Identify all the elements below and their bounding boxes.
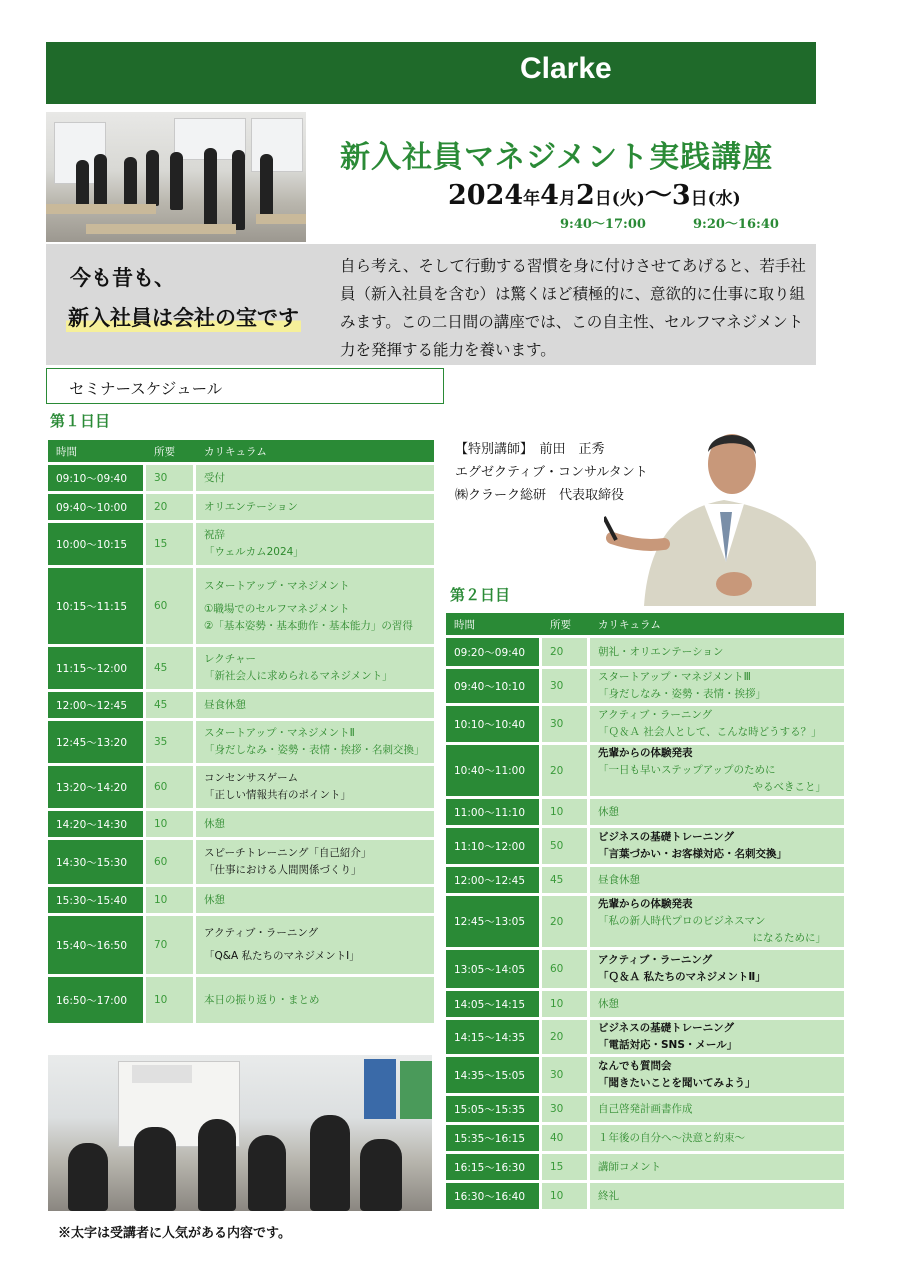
session-time: 15:05～15:35 — [446, 1096, 542, 1122]
table-row — [48, 840, 434, 884]
col-header-curriculum: カリキュラム — [590, 613, 844, 635]
curriculum-line: 「仕事における人間関係づくり」 — [204, 864, 362, 876]
session-curriculum — [196, 721, 434, 763]
session-curriculum — [590, 867, 844, 893]
curriculum-line: 「電話対応・SNS・メール」 — [598, 1039, 738, 1051]
slogan-line1: 今も昔も、 — [70, 265, 175, 290]
table-row — [48, 721, 434, 763]
session-curriculum — [590, 1020, 844, 1054]
session-duration: 45 — [542, 867, 590, 893]
session-duration: 30 — [146, 465, 196, 491]
session-duration: 20 — [542, 638, 590, 666]
day2-label: 第２日目 — [450, 586, 511, 604]
table-row — [48, 887, 434, 913]
session-curriculum — [590, 706, 844, 742]
curriculum-line: 「身だしなみ・姿勢・表情・挨拶・名刺交換」 — [204, 744, 425, 756]
curriculum-line: 先輩からの体験発表 — [598, 747, 693, 759]
curriculum-line: アクティブ・ラーニング — [598, 954, 713, 966]
curriculum-line: 終礼 — [598, 1189, 619, 1202]
session-time: 10:10～10:40 — [446, 706, 542, 742]
session-curriculum — [196, 916, 434, 974]
instructor-company: ㈱クラーク総研 代表取締役 — [455, 488, 625, 503]
session-curriculum — [590, 638, 844, 666]
curriculum-line: 休憩 — [598, 805, 619, 818]
slogan-line2: 新入社員は会社の宝です — [66, 302, 301, 332]
curriculum-line: １年後の自分へ～決意と約束～ — [598, 1131, 745, 1144]
session-time: 14:20～14:30 — [48, 811, 146, 837]
session-curriculum — [590, 1183, 844, 1209]
session-curriculum — [590, 1154, 844, 1180]
curriculum-line: 「ウェルカム2024」 — [204, 546, 304, 558]
session-duration: 20 — [542, 896, 590, 947]
curriculum-line: 休憩 — [204, 893, 225, 906]
instructor-photo — [604, 412, 816, 606]
curriculum-line: コンセンサスゲーム — [204, 772, 299, 784]
session-time: 15:40～16:50 — [48, 916, 146, 974]
curriculum-line: 受付 — [204, 471, 225, 484]
session-duration: 15 — [542, 1154, 590, 1180]
curriculum-line: 本日の振り返り・まとめ — [204, 993, 320, 1006]
curriculum-line: 休憩 — [598, 997, 619, 1010]
schedule-heading: セミナースケジュール — [69, 380, 223, 398]
session-duration: 15 — [146, 523, 196, 565]
session-curriculum — [590, 1057, 844, 1093]
classroom-photo — [46, 112, 306, 242]
session-time: 10:40～11:00 — [446, 745, 542, 796]
table-row — [446, 1125, 844, 1151]
table-row — [48, 568, 434, 644]
session-curriculum — [590, 1125, 844, 1151]
curriculum-line: 「正しい情報共有のポイント」 — [204, 789, 351, 801]
curriculum-line: 休憩 — [204, 817, 225, 830]
session-time: 16:15～16:30 — [446, 1154, 542, 1180]
curriculum-line: 「Q&A 私たちのマネジメントⅠ」 — [204, 950, 360, 962]
session-time: 10:15～11:15 — [48, 568, 146, 644]
session-curriculum — [196, 977, 434, 1023]
table-row — [48, 916, 434, 974]
table-row — [446, 638, 844, 666]
curriculum-line: スタートアップ・マネジメントⅢ — [598, 671, 751, 683]
table-row — [446, 896, 844, 947]
session-duration: 30 — [542, 706, 590, 742]
session-time: 14:30～15:30 — [48, 840, 146, 884]
session-duration: 20 — [542, 745, 590, 796]
session-duration: 45 — [146, 647, 196, 689]
table-row — [446, 828, 844, 864]
session-time: 09:40～10:10 — [446, 669, 542, 703]
table-row — [446, 706, 844, 742]
curriculum-line: 「言葉づかい・お客様対応・名刺交換」 — [598, 848, 787, 860]
session-duration: 70 — [146, 916, 196, 974]
day2-schedule-table — [446, 610, 844, 1212]
table-row — [446, 669, 844, 703]
table-row — [48, 647, 434, 689]
table-row — [48, 766, 434, 808]
session-curriculum — [590, 1096, 844, 1122]
session-curriculum — [196, 465, 434, 491]
table-row — [446, 1154, 844, 1180]
session-curriculum — [590, 828, 844, 864]
session-curriculum — [196, 568, 434, 644]
brand-logo: Clarke — [520, 52, 612, 85]
session-curriculum — [590, 799, 844, 825]
session-duration: 10 — [146, 977, 196, 1023]
curriculum-line: 「一日も早いステップアップのために — [598, 764, 776, 776]
session-time: 09:10～09:40 — [48, 465, 146, 491]
day1-schedule-table — [48, 437, 434, 1026]
session-time: 10:00～10:15 — [48, 523, 146, 565]
session-time: 14:35～15:05 — [446, 1057, 542, 1093]
footnote: ※太字は受講者に人気がある内容です。 — [58, 1226, 291, 1241]
curriculum-line: 講師コメント — [598, 1160, 661, 1173]
session-curriculum — [590, 745, 844, 796]
curriculum-line: 「Ｑ＆Ａ 私たちのマネジメントⅡ」 — [598, 971, 766, 983]
schedule-heading-box — [46, 368, 444, 404]
session-curriculum — [196, 840, 434, 884]
session-duration: 30 — [542, 669, 590, 703]
curriculum-line: なんでも質問会 — [598, 1060, 672, 1072]
session-time: 15:30～15:40 — [48, 887, 146, 913]
page-title: 新入社員マネジメント実践講座 — [340, 140, 774, 175]
curriculum-line: スピーチトレーニング「自己紹介」 — [204, 847, 372, 859]
session-duration: 10 — [542, 1183, 590, 1209]
table-row — [446, 950, 844, 988]
session-duration: 10 — [146, 887, 196, 913]
curriculum-line: 自己啓発計画書作成 — [598, 1102, 693, 1115]
session-duration: 50 — [542, 828, 590, 864]
session-time: 14:05～14:15 — [446, 991, 542, 1017]
curriculum-line: 祝辞 — [204, 529, 225, 541]
session-curriculum — [196, 811, 434, 837]
col-header-duration: 所要 — [542, 613, 590, 635]
table-row — [48, 977, 434, 1023]
table-row — [446, 1183, 844, 1209]
curriculum-line: 「新社会人に求められるマネジメント」 — [204, 670, 393, 682]
session-time: 16:50～17:00 — [48, 977, 146, 1023]
session-curriculum — [196, 766, 434, 808]
date-range: 2024年4月2日(火)～3日(水) — [448, 180, 741, 211]
curriculum-line: 昼食休憩 — [204, 698, 246, 711]
session-curriculum — [590, 991, 844, 1017]
session-duration: 60 — [146, 840, 196, 884]
curriculum-line: 「私の新人時代プロのビジネスマン — [598, 915, 766, 927]
session-time: 11:00～11:10 — [446, 799, 542, 825]
day1-label: 第１日目 — [50, 412, 111, 430]
curriculum-line: スタートアップ・マネジメント — [204, 579, 350, 592]
session-curriculum — [196, 692, 434, 718]
col-header-time: 時間 — [48, 440, 146, 462]
session-duration: 45 — [146, 692, 196, 718]
curriculum-line: 「身だしなみ・姿勢・表情・挨拶」 — [598, 688, 766, 700]
session-time: 09:40～10:00 — [48, 494, 146, 520]
session-time: 14:15～14:35 — [446, 1020, 542, 1054]
session-time: 11:10～12:00 — [446, 828, 542, 864]
session-time: 15:35～16:15 — [446, 1125, 542, 1151]
seminar-photo — [48, 1055, 432, 1211]
session-time: 12:00～12:45 — [446, 867, 542, 893]
table-row — [48, 494, 434, 520]
table-row — [446, 1020, 844, 1054]
session-time: 13:20～14:20 — [48, 766, 146, 808]
header-bar — [46, 42, 816, 104]
curriculum-line: ②「基本姿勢・基本動作・基本能力」の習得 — [204, 619, 413, 632]
session-duration: 60 — [542, 950, 590, 988]
table-row — [48, 523, 434, 565]
curriculum-line: 「聞きたいことを聞いてみよう」 — [598, 1077, 756, 1089]
session-time: 16:30～16:40 — [446, 1183, 542, 1209]
session-duration: 30 — [542, 1096, 590, 1122]
session-time: 13:05～14:05 — [446, 950, 542, 988]
table-row — [48, 465, 434, 491]
session-time: 11:15～12:00 — [48, 647, 146, 689]
session-curriculum — [590, 950, 844, 988]
curriculum-line: 「Ｑ＆Ａ 社会人として、こんな時どうする？」 — [598, 726, 822, 738]
instructor-title: エグゼクティブ・コンサルタント — [455, 465, 648, 480]
table-row — [446, 745, 844, 796]
session-time: 12:45～13:05 — [446, 896, 542, 947]
curriculum-line: オリエンテーション — [204, 500, 298, 513]
session-duration: 20 — [146, 494, 196, 520]
curriculum-line: 先輩からの体験発表 — [598, 898, 693, 910]
session-time: 09:20～09:40 — [446, 638, 542, 666]
session-duration: 10 — [542, 991, 590, 1017]
session-duration: 10 — [146, 811, 196, 837]
table-row — [446, 991, 844, 1017]
col-header-curriculum: カリキュラム — [196, 440, 434, 462]
session-time: 12:45～13:20 — [48, 721, 146, 763]
curriculum-line: になるために」 — [752, 932, 826, 944]
curriculum-line: スタートアップ・マネジメントⅡ — [204, 727, 355, 739]
session-time: 12:00～12:45 — [48, 692, 146, 718]
day2-hours: 9:20～16:40 — [693, 217, 779, 232]
session-curriculum — [196, 647, 434, 689]
curriculum-line: 昼食休憩 — [598, 873, 640, 886]
day1-hours: 9:40～17:00 — [560, 217, 646, 232]
session-duration: 20 — [542, 1020, 590, 1054]
session-curriculum — [196, 887, 434, 913]
session-duration: 60 — [146, 766, 196, 808]
session-curriculum — [590, 669, 844, 703]
table-row — [48, 692, 434, 718]
col-header-time: 時間 — [446, 613, 542, 635]
session-duration: 10 — [542, 799, 590, 825]
curriculum-line: やるべきこと」 — [752, 781, 826, 793]
table-row — [48, 811, 434, 837]
table-row — [446, 1057, 844, 1093]
curriculum-line: アクティブ・ラーニング — [598, 709, 713, 721]
session-curriculum — [196, 494, 434, 520]
session-duration: 30 — [542, 1057, 590, 1093]
table-row — [446, 867, 844, 893]
curriculum-line: ビジネスの基礎トレーニング — [598, 831, 734, 843]
session-duration: 35 — [146, 721, 196, 763]
session-duration: 40 — [542, 1125, 590, 1151]
table-row — [446, 799, 844, 825]
session-curriculum — [590, 896, 844, 947]
curriculum-line: 朝礼・オリエンテーション — [598, 645, 724, 658]
curriculum-line: レクチャー — [204, 653, 256, 665]
intro-text: 自ら考え、そして行動する習慣を身に付けさせてあげると、若手社員（新入社員を含む）は驚くほど積極的に、意欲的に仕事に取り組みます。この二日間の講座では、この自主性、セルフマネジメント力を発揮する能力を養います。 — [340, 257, 806, 359]
col-header-duration: 所要 — [146, 440, 196, 462]
session-duration: 60 — [146, 568, 196, 644]
curriculum-line: アクティブ・ラーニング — [204, 927, 319, 939]
instructor-name: 【特別講師】 前田 正秀 — [455, 442, 605, 457]
curriculum-line: ①職場でのセルフマネジメント — [204, 602, 350, 615]
session-curriculum — [196, 523, 434, 565]
table-row — [446, 1096, 844, 1122]
curriculum-line: ビジネスの基礎トレーニング — [598, 1022, 734, 1034]
